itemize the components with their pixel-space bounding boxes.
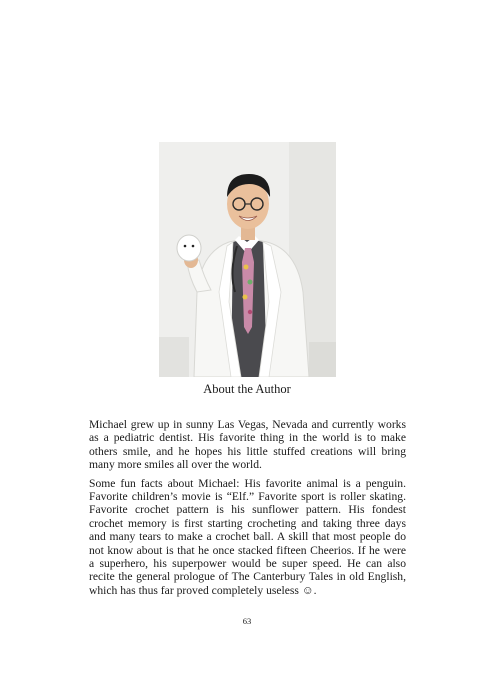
fun-facts-paragraph: Some fun facts about Michael: His favorite animal is a penguin. Favorite children’s movie is “Elf.” Favorite sport is roller skating. Favorite crochet pattern is his sunflower pattern. His fondest crochet memory is first starting crocheting and taking three days and many tears to make a crochet ball. A skill that most people do not know about is that he once stacked fifteen Cheerios. If he were a superhero, his superpower would be super speed. He can also recite the general prologue of The Canterbury Tales in old English, which has thus far proved completely useless ☺.	[89, 476, 406, 597]
page-number: 63	[242, 616, 252, 626]
author-bio	[89, 418, 406, 602]
bio-paragraph: Michael grew up in sunny Las Vegas, Nevada and currently works as a pediatric dentist. His favorite thing in the world is to make others smile, and he hopes his little stuffed creations will bring many more smiles all over the world.	[89, 418, 406, 472]
photo-caption: About the Author	[203, 382, 291, 396]
author-photo	[159, 142, 336, 377]
